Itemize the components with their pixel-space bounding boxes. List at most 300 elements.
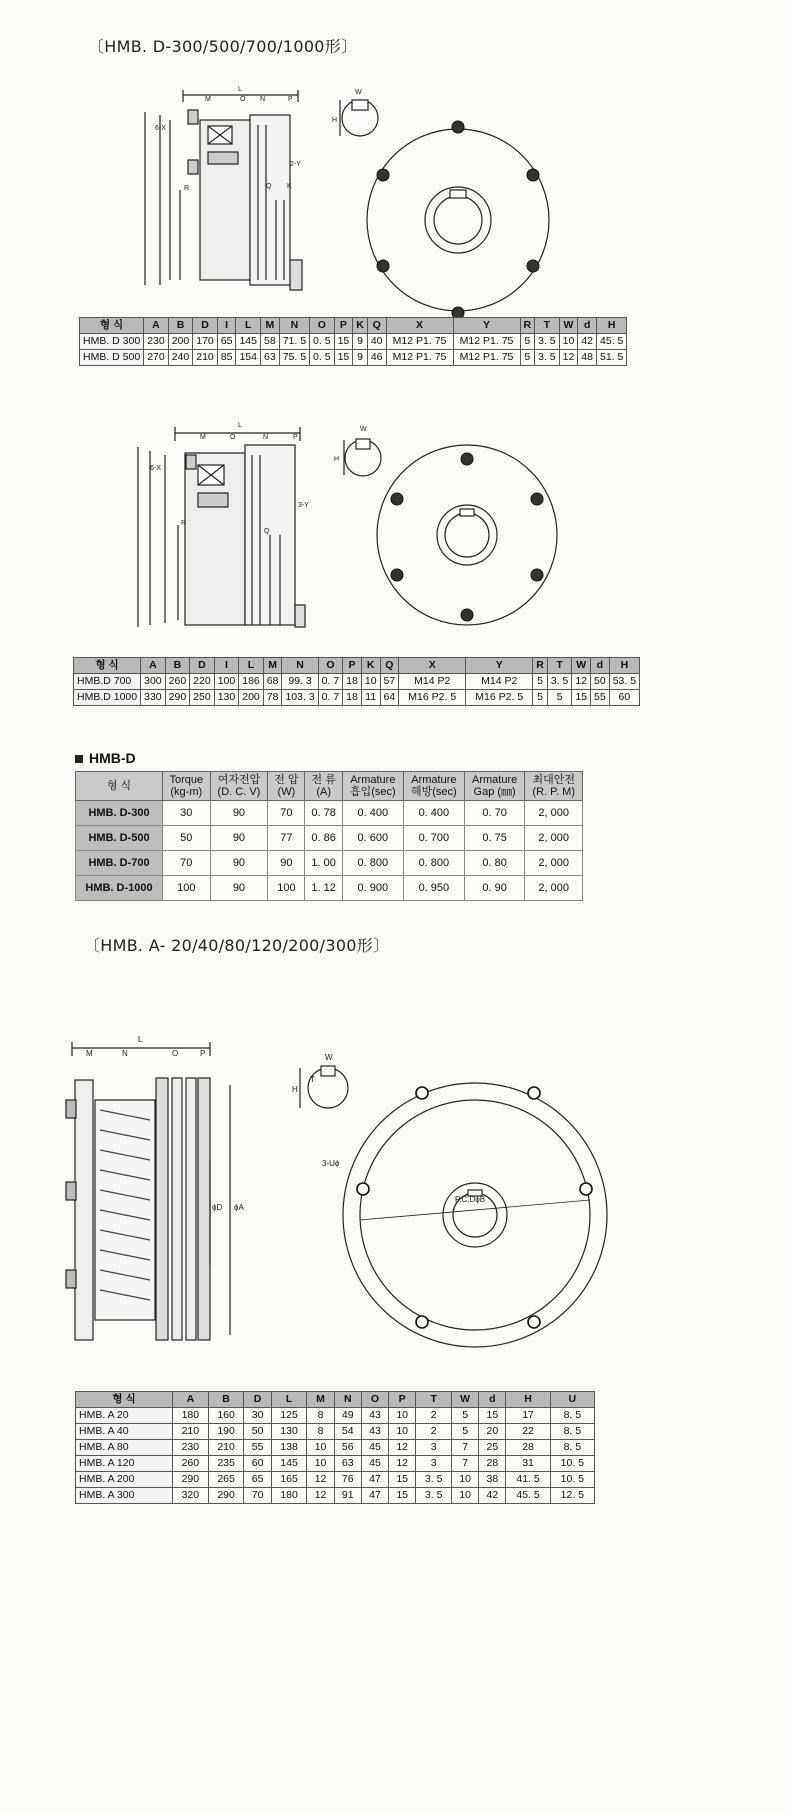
- table-cell: 100: [214, 674, 239, 690]
- table-cell: 46: [367, 350, 386, 366]
- table-cell: 5: [533, 674, 548, 690]
- spec-table-hmb-a: [75, 1391, 595, 1504]
- table-cell: 0. 5: [310, 350, 335, 366]
- col-header: 형 식: [76, 1392, 173, 1408]
- table-cell: 0. 7: [318, 690, 343, 706]
- table-cell: 10: [307, 1456, 334, 1472]
- table-cell: 63: [334, 1456, 361, 1472]
- table-cell: 130: [271, 1424, 307, 1440]
- col-header: B: [208, 1392, 244, 1408]
- section-title-hmb-d-1: 〔HMB. D-300/500/700/1000形〕: [88, 37, 358, 56]
- table-cell: 1. 12: [305, 876, 342, 901]
- dim-label-R: R: [184, 185, 190, 192]
- dim-label-W: W: [325, 1053, 333, 1062]
- dim-label-phiA: ϕA: [234, 1203, 244, 1212]
- table-cell: 65: [244, 1472, 271, 1488]
- table-cell: 90: [210, 876, 268, 901]
- table-cell: 70: [244, 1488, 271, 1504]
- dim-label-T: T: [310, 1075, 315, 1084]
- table-cell: 15: [334, 334, 353, 350]
- dim-label-6x: 6-X: [150, 465, 161, 472]
- table-cell: 103. 3: [282, 690, 318, 706]
- table-cell: 68: [263, 674, 282, 690]
- dim-label-3u: 3-Uϕ: [322, 1159, 340, 1168]
- table-cell: 100: [163, 876, 211, 901]
- section-title-hmb-a: 〔HMB. A- 20/40/80/120/200/300形〕: [84, 936, 390, 955]
- hmb-d-heading: [75, 750, 136, 766]
- table-cell: 8. 5: [550, 1440, 594, 1456]
- table-cell: 30: [163, 801, 211, 826]
- table-cell: 70: [163, 851, 211, 876]
- table-cell: 0. 950: [403, 876, 464, 901]
- table-cell: 45: [361, 1440, 388, 1456]
- table-cell: 90: [210, 801, 268, 826]
- dim-label-L: L: [238, 86, 242, 93]
- col-header: B: [165, 658, 190, 674]
- table-cell: 0. 400: [403, 801, 464, 826]
- col-header-line: 여자전압: [217, 774, 261, 786]
- col-header: [305, 772, 342, 801]
- table-cell: 138: [271, 1440, 307, 1456]
- table-cell: 100: [268, 876, 305, 901]
- table-row: [76, 876, 583, 901]
- table-cell: 8. 5: [550, 1408, 594, 1424]
- table-cell: 70: [268, 801, 305, 826]
- table-cell: 2, 000: [525, 826, 583, 851]
- table-cell: 12: [307, 1488, 334, 1504]
- col-header: R: [533, 658, 548, 674]
- table-cell: 55: [244, 1440, 271, 1456]
- dim-label-L: L: [138, 1035, 143, 1044]
- table-cell: M16 P2. 5: [466, 690, 533, 706]
- dim-label-M: M: [205, 96, 211, 103]
- table-cell: 45. 5: [597, 334, 627, 350]
- table-cell: 170: [193, 334, 218, 350]
- table-cell: 12: [559, 350, 578, 366]
- table-cell: 12: [307, 1472, 334, 1488]
- table-cell: 145: [236, 334, 261, 350]
- col-header: M: [263, 658, 282, 674]
- col-header-line: Gap (㎜): [473, 786, 516, 798]
- col-header: [342, 772, 403, 801]
- table-cell: 250: [190, 690, 215, 706]
- table-cell: 99. 3: [282, 674, 318, 690]
- table-cell: 3: [416, 1440, 452, 1456]
- table-cell: 53. 5: [609, 674, 639, 690]
- table-cell: 10. 5: [550, 1472, 594, 1488]
- table-cell: 0. 78: [305, 801, 342, 826]
- table-cell: 290: [165, 690, 190, 706]
- table-cell: 0. 75: [464, 826, 525, 851]
- table-cell: 0. 86: [305, 826, 342, 851]
- table-cell: M12 P1. 75: [386, 350, 453, 366]
- dim-label-M: M: [200, 434, 206, 441]
- table-cell: 265: [208, 1472, 244, 1488]
- table-row: [76, 1488, 595, 1504]
- table-cell: 230: [144, 334, 169, 350]
- col-header: A: [141, 658, 166, 674]
- table-cell: 15: [479, 1408, 506, 1424]
- table-cell: 85: [217, 350, 236, 366]
- table-cell: 78: [263, 690, 282, 706]
- col-header: N: [279, 318, 309, 334]
- col-header: 형 식: [80, 318, 144, 334]
- col-header: P: [334, 318, 353, 334]
- col-header: H: [506, 1392, 550, 1408]
- table-cell: 0. 600: [342, 826, 403, 851]
- table-cell: 8: [307, 1408, 334, 1424]
- table-cell: 11: [361, 690, 380, 706]
- table-cell: 12. 5: [550, 1488, 594, 1504]
- table-cell: 186: [239, 674, 264, 690]
- table-cell: 5: [452, 1424, 479, 1440]
- table-cell: 0. 70: [464, 801, 525, 826]
- col-header: W: [572, 658, 591, 674]
- table-cell: HMB. A 80: [76, 1440, 173, 1456]
- table-cell: HMB. A 200: [76, 1472, 173, 1488]
- col-header: W: [559, 318, 578, 334]
- table-cell: 1. 00: [305, 851, 342, 876]
- perf-table-header-row: [76, 772, 583, 801]
- table-cell: 9: [353, 334, 368, 350]
- table-cell: 64: [380, 690, 399, 706]
- dim-label-K: K: [287, 183, 292, 190]
- col-header-line: (D. C. V): [217, 786, 261, 798]
- col-header-line: 형 식: [106, 780, 132, 792]
- table-cell: 12: [572, 674, 591, 690]
- table-cell: 47: [361, 1472, 388, 1488]
- table-cell: 3. 5: [535, 350, 560, 366]
- col-header: M: [261, 318, 280, 334]
- table-cell: 10: [307, 1440, 334, 1456]
- col-header: X: [386, 318, 453, 334]
- col-header: [163, 772, 211, 801]
- table-cell: 165: [271, 1472, 307, 1488]
- col-header: O: [318, 658, 343, 674]
- table-cell: 0. 7: [318, 674, 343, 690]
- table-cell: 290: [173, 1472, 209, 1488]
- table-cell: 22: [506, 1424, 550, 1440]
- table-cell: 9: [353, 350, 368, 366]
- table-cell: 91: [334, 1488, 361, 1504]
- table-cell: M12 P1. 75: [386, 334, 453, 350]
- table-cell: 0. 800: [403, 851, 464, 876]
- table-cell: 235: [208, 1456, 244, 1472]
- dim-label-R: R: [181, 520, 187, 527]
- col-header: [464, 772, 525, 801]
- dim-label-W: W: [355, 89, 362, 96]
- hmb-d-heading-text: HMB-D: [89, 750, 136, 766]
- table-cell: 7: [452, 1456, 479, 1472]
- table-cell: 230: [173, 1440, 209, 1456]
- dim-label-6x: 6-X: [155, 125, 166, 132]
- table-cell: 0. 700: [403, 826, 464, 851]
- col-header: L: [236, 318, 261, 334]
- table-cell: 65: [217, 334, 236, 350]
- table-cell: 5: [452, 1408, 479, 1424]
- table-row: [76, 1456, 595, 1472]
- table-cell: 18: [343, 674, 362, 690]
- table-cell: 2: [416, 1424, 452, 1440]
- col-header: K: [353, 318, 368, 334]
- table-cell: 71. 5: [279, 334, 309, 350]
- table-cell: 125: [271, 1408, 307, 1424]
- col-header: [403, 772, 464, 801]
- dim-label-M: M: [86, 1049, 93, 1058]
- col-header: L: [271, 1392, 307, 1408]
- dim-label-L: L: [238, 422, 242, 429]
- col-header: O: [310, 318, 335, 334]
- table-cell: 5: [533, 690, 548, 706]
- table-cell: 42: [479, 1488, 506, 1504]
- table-cell: 76: [334, 1472, 361, 1488]
- table-cell: 154: [236, 350, 261, 366]
- table-cell: 3: [416, 1456, 452, 1472]
- col-header: 형 식: [74, 658, 141, 674]
- col-header: R: [520, 318, 535, 334]
- col-header: W: [452, 1392, 479, 1408]
- table-cell: 3. 5: [547, 674, 572, 690]
- col-header: M: [307, 1392, 334, 1408]
- col-header-line: 해방(sec): [411, 786, 457, 798]
- dim-label-W: W: [360, 426, 367, 433]
- table-cell: 0. 90: [464, 876, 525, 901]
- table-cell: 8: [307, 1424, 334, 1440]
- col-header: O: [361, 1392, 388, 1408]
- dim-label-3y: 3-Y: [298, 502, 309, 509]
- table-cell: 180: [271, 1488, 307, 1504]
- table-cell: 3. 5: [416, 1472, 452, 1488]
- table-cell: 7: [452, 1440, 479, 1456]
- col-header: A: [144, 318, 169, 334]
- hmb-d-300-500-drawing: [130, 80, 650, 320]
- table-cell: 51. 5: [597, 350, 627, 366]
- dim-label-P: P: [200, 1049, 206, 1058]
- spec-table-hmb-d-700-1000: [73, 657, 640, 706]
- table-cell: 145: [271, 1456, 307, 1472]
- col-header: [210, 772, 268, 801]
- table-cell: 75. 5: [279, 350, 309, 366]
- table-cell: 10: [389, 1408, 416, 1424]
- dim-label-phiD: ϕD: [212, 1203, 223, 1212]
- table-cell: 270: [144, 350, 169, 366]
- table-cell: 28: [506, 1440, 550, 1456]
- col-header: K: [361, 658, 380, 674]
- table-cell: 10. 5: [550, 1456, 594, 1472]
- col-header: D: [190, 658, 215, 674]
- table-cell: 5: [520, 334, 535, 350]
- table-cell: 0. 900: [342, 876, 403, 901]
- table-cell: 48: [578, 350, 597, 366]
- table-row: [76, 826, 583, 851]
- table-cell: 10: [559, 334, 578, 350]
- table-cell: 260: [165, 674, 190, 690]
- table-cell: 54: [334, 1424, 361, 1440]
- table-cell: 55: [591, 690, 610, 706]
- table-cell: 45. 5: [506, 1488, 550, 1504]
- col-header: T: [535, 318, 560, 334]
- table-cell: 10: [452, 1472, 479, 1488]
- col-header: N: [282, 658, 318, 674]
- table-cell: 60: [244, 1456, 271, 1472]
- table-cell: 58: [261, 334, 280, 350]
- col-header: T: [547, 658, 572, 674]
- table-cell: 90: [268, 851, 305, 876]
- table-cell: 63: [261, 350, 280, 366]
- col-header-line: (kg-m): [170, 786, 203, 798]
- table-cell: M12 P1. 75: [453, 334, 520, 350]
- table-cell: 41. 5: [506, 1472, 550, 1488]
- dim-label-P: P: [293, 434, 298, 441]
- dim-label-H: H: [332, 117, 338, 124]
- table-cell: 2, 000: [525, 851, 583, 876]
- dim-label-Q: Q: [264, 528, 270, 535]
- table-cell: M14 P2: [399, 674, 466, 690]
- col-header: Y: [453, 318, 520, 334]
- table-cell: 200: [239, 690, 264, 706]
- col-header-line: 전 압: [274, 774, 299, 786]
- table-cell: 240: [168, 350, 193, 366]
- table-cell: 38: [479, 1472, 506, 1488]
- table-cell: 3. 5: [416, 1488, 452, 1504]
- table-cell: 200: [168, 334, 193, 350]
- col-header: P: [343, 658, 362, 674]
- table-cell: 15: [572, 690, 591, 706]
- table-cell: 15: [389, 1488, 416, 1504]
- table-cell: 60: [609, 690, 639, 706]
- dim-label-Q: Q: [266, 183, 272, 190]
- table-cell: 45: [361, 1456, 388, 1472]
- table-row: [80, 334, 627, 350]
- table-cell: HMB. A 300: [76, 1488, 173, 1504]
- table-cell: 28: [479, 1456, 506, 1472]
- table-cell: 43: [361, 1424, 388, 1440]
- col-header-line: Armature: [350, 774, 396, 786]
- col-header-line: Armature: [411, 774, 457, 786]
- col-header: d: [479, 1392, 506, 1408]
- table-cell: 25: [479, 1440, 506, 1456]
- spec-table-header-row: [74, 658, 640, 674]
- table-cell: 40: [367, 334, 386, 350]
- table-cell: 10: [361, 674, 380, 690]
- table-cell: 17: [506, 1408, 550, 1424]
- dim-label-O: O: [172, 1049, 179, 1058]
- dim-label-N: N: [122, 1049, 128, 1058]
- table-cell: 18: [343, 690, 362, 706]
- col-header-line: Torque: [169, 774, 204, 786]
- col-header: Y: [466, 658, 533, 674]
- table-cell: 15: [334, 350, 353, 366]
- table-cell: 42: [578, 334, 597, 350]
- col-header-line: (R. P. M): [532, 786, 575, 798]
- table-cell: 3. 5: [535, 334, 560, 350]
- table-cell: 210: [193, 350, 218, 366]
- col-header: [268, 772, 305, 801]
- table-row: [80, 350, 627, 366]
- col-header: N: [334, 1392, 361, 1408]
- table-cell: 260: [173, 1456, 209, 1472]
- dim-label-N: N: [260, 96, 266, 103]
- table-cell: HMB. D-700: [76, 851, 163, 876]
- table-row: [74, 674, 640, 690]
- col-header: [525, 772, 583, 801]
- col-header-line: (A): [316, 786, 331, 798]
- table-cell: HMB. D-1000: [76, 876, 163, 901]
- col-header-line: 흡입(sec): [349, 786, 396, 798]
- table-cell: 220: [190, 674, 215, 690]
- col-header: P: [389, 1392, 416, 1408]
- table-cell: 77: [268, 826, 305, 851]
- table-cell: 20: [479, 1424, 506, 1440]
- col-header: L: [239, 658, 264, 674]
- table-cell: 300: [141, 674, 166, 690]
- table-cell: HMB.D 700: [74, 674, 141, 690]
- col-header: Q: [380, 658, 399, 674]
- table-cell: HMB. D 500: [80, 350, 144, 366]
- table-cell: HMB. A 40: [76, 1424, 173, 1440]
- spec-table-header-row: [80, 318, 627, 334]
- table-cell: 290: [208, 1488, 244, 1504]
- table-cell: 12: [389, 1456, 416, 1472]
- table-row: [76, 1408, 595, 1424]
- col-header-line: (W): [277, 786, 296, 798]
- spec-table-header-row: [76, 1392, 595, 1408]
- col-header: T: [416, 1392, 452, 1408]
- table-cell: 0. 800: [342, 851, 403, 876]
- col-header: [76, 772, 163, 801]
- table-cell: 10: [389, 1424, 416, 1440]
- table-cell: 8. 5: [550, 1424, 594, 1440]
- table-cell: 0. 80: [464, 851, 525, 876]
- table-cell: 320: [173, 1488, 209, 1504]
- table-cell: 31: [506, 1456, 550, 1472]
- table-cell: 90: [210, 826, 268, 851]
- table-cell: 30: [244, 1408, 271, 1424]
- table-row: [76, 851, 583, 876]
- table-row: [76, 801, 583, 826]
- dim-label-2y: 2-Y: [290, 161, 301, 168]
- col-header: I: [217, 318, 236, 334]
- table-cell: 50: [163, 826, 211, 851]
- table-cell: 49: [334, 1408, 361, 1424]
- col-header: I: [214, 658, 239, 674]
- table-row: [76, 1440, 595, 1456]
- dim-label-O: O: [230, 434, 236, 441]
- table-cell: 2, 000: [525, 876, 583, 901]
- dim-label-H: H: [334, 456, 340, 463]
- col-header: H: [609, 658, 639, 674]
- table-cell: HMB. D-300: [76, 801, 163, 826]
- table-cell: 0. 5: [310, 334, 335, 350]
- table-cell: HMB. D-500: [76, 826, 163, 851]
- table-cell: 160: [208, 1408, 244, 1424]
- perf-table-hmb-d: [75, 771, 583, 901]
- table-cell: 43: [361, 1408, 388, 1424]
- spec-table-hmb-d-300-500: [79, 317, 627, 366]
- table-cell: 47: [361, 1488, 388, 1504]
- dim-label-O: O: [240, 96, 246, 103]
- table-cell: 90: [210, 851, 268, 876]
- table-cell: HMB. D 300: [80, 334, 144, 350]
- table-cell: 2: [416, 1408, 452, 1424]
- col-header: X: [399, 658, 466, 674]
- table-cell: 190: [208, 1424, 244, 1440]
- table-cell: 5: [547, 690, 572, 706]
- table-cell: 15: [389, 1472, 416, 1488]
- table-cell: 0. 400: [342, 801, 403, 826]
- table-cell: 330: [141, 690, 166, 706]
- table-cell: 10: [452, 1488, 479, 1504]
